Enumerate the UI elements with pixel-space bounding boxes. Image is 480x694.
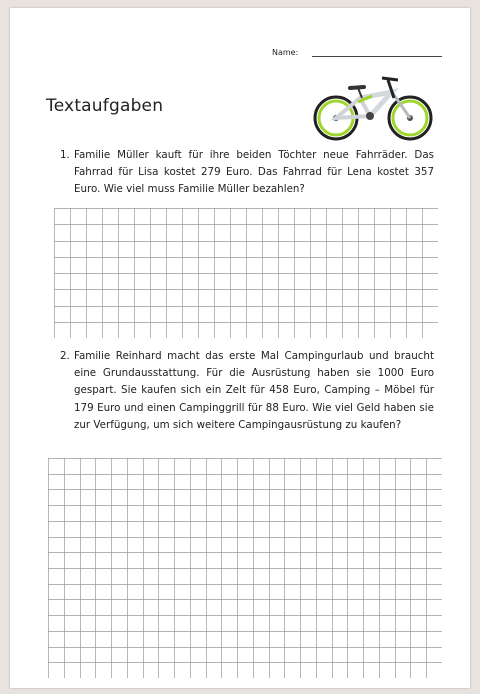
task-text: Familie Reinhard macht das erste Mal Campingurlaub und braucht eine Grundausstattung. Für die Ausrüstung haben sie 1000 Euro gespart. Sie kaufen sich ein Zelt für 458 Euro, Camping – Möbel für 179 Euro und einen Campinggrill für 88 Euro. Wie viel Geld haben sie zur Verfügung, um sich weitere Campingausrüstung zu kaufen? xyxy=(74,350,434,431)
worksheet-page xyxy=(10,8,470,688)
answer-grid-1[interactable] xyxy=(54,208,438,338)
answer-grid-2[interactable] xyxy=(48,458,442,678)
name-line[interactable] xyxy=(312,56,442,57)
name-label: Name: xyxy=(272,48,299,57)
task-text: Familie Müller kauft für ihre beiden Töchter neue Fahrräder. Das Fahrrad für Lisa kostet 279 Euro. Das Fahrrad für Lena kostet 357 Euro. Wie viel muss Familie Müller bezahlen? xyxy=(74,149,434,196)
name-field xyxy=(272,46,452,62)
task-number: 1. xyxy=(60,149,70,161)
worksheet-title: Textaufgaben xyxy=(46,96,164,116)
task-number: 2. xyxy=(60,350,70,362)
bicycle-icon xyxy=(308,68,438,148)
